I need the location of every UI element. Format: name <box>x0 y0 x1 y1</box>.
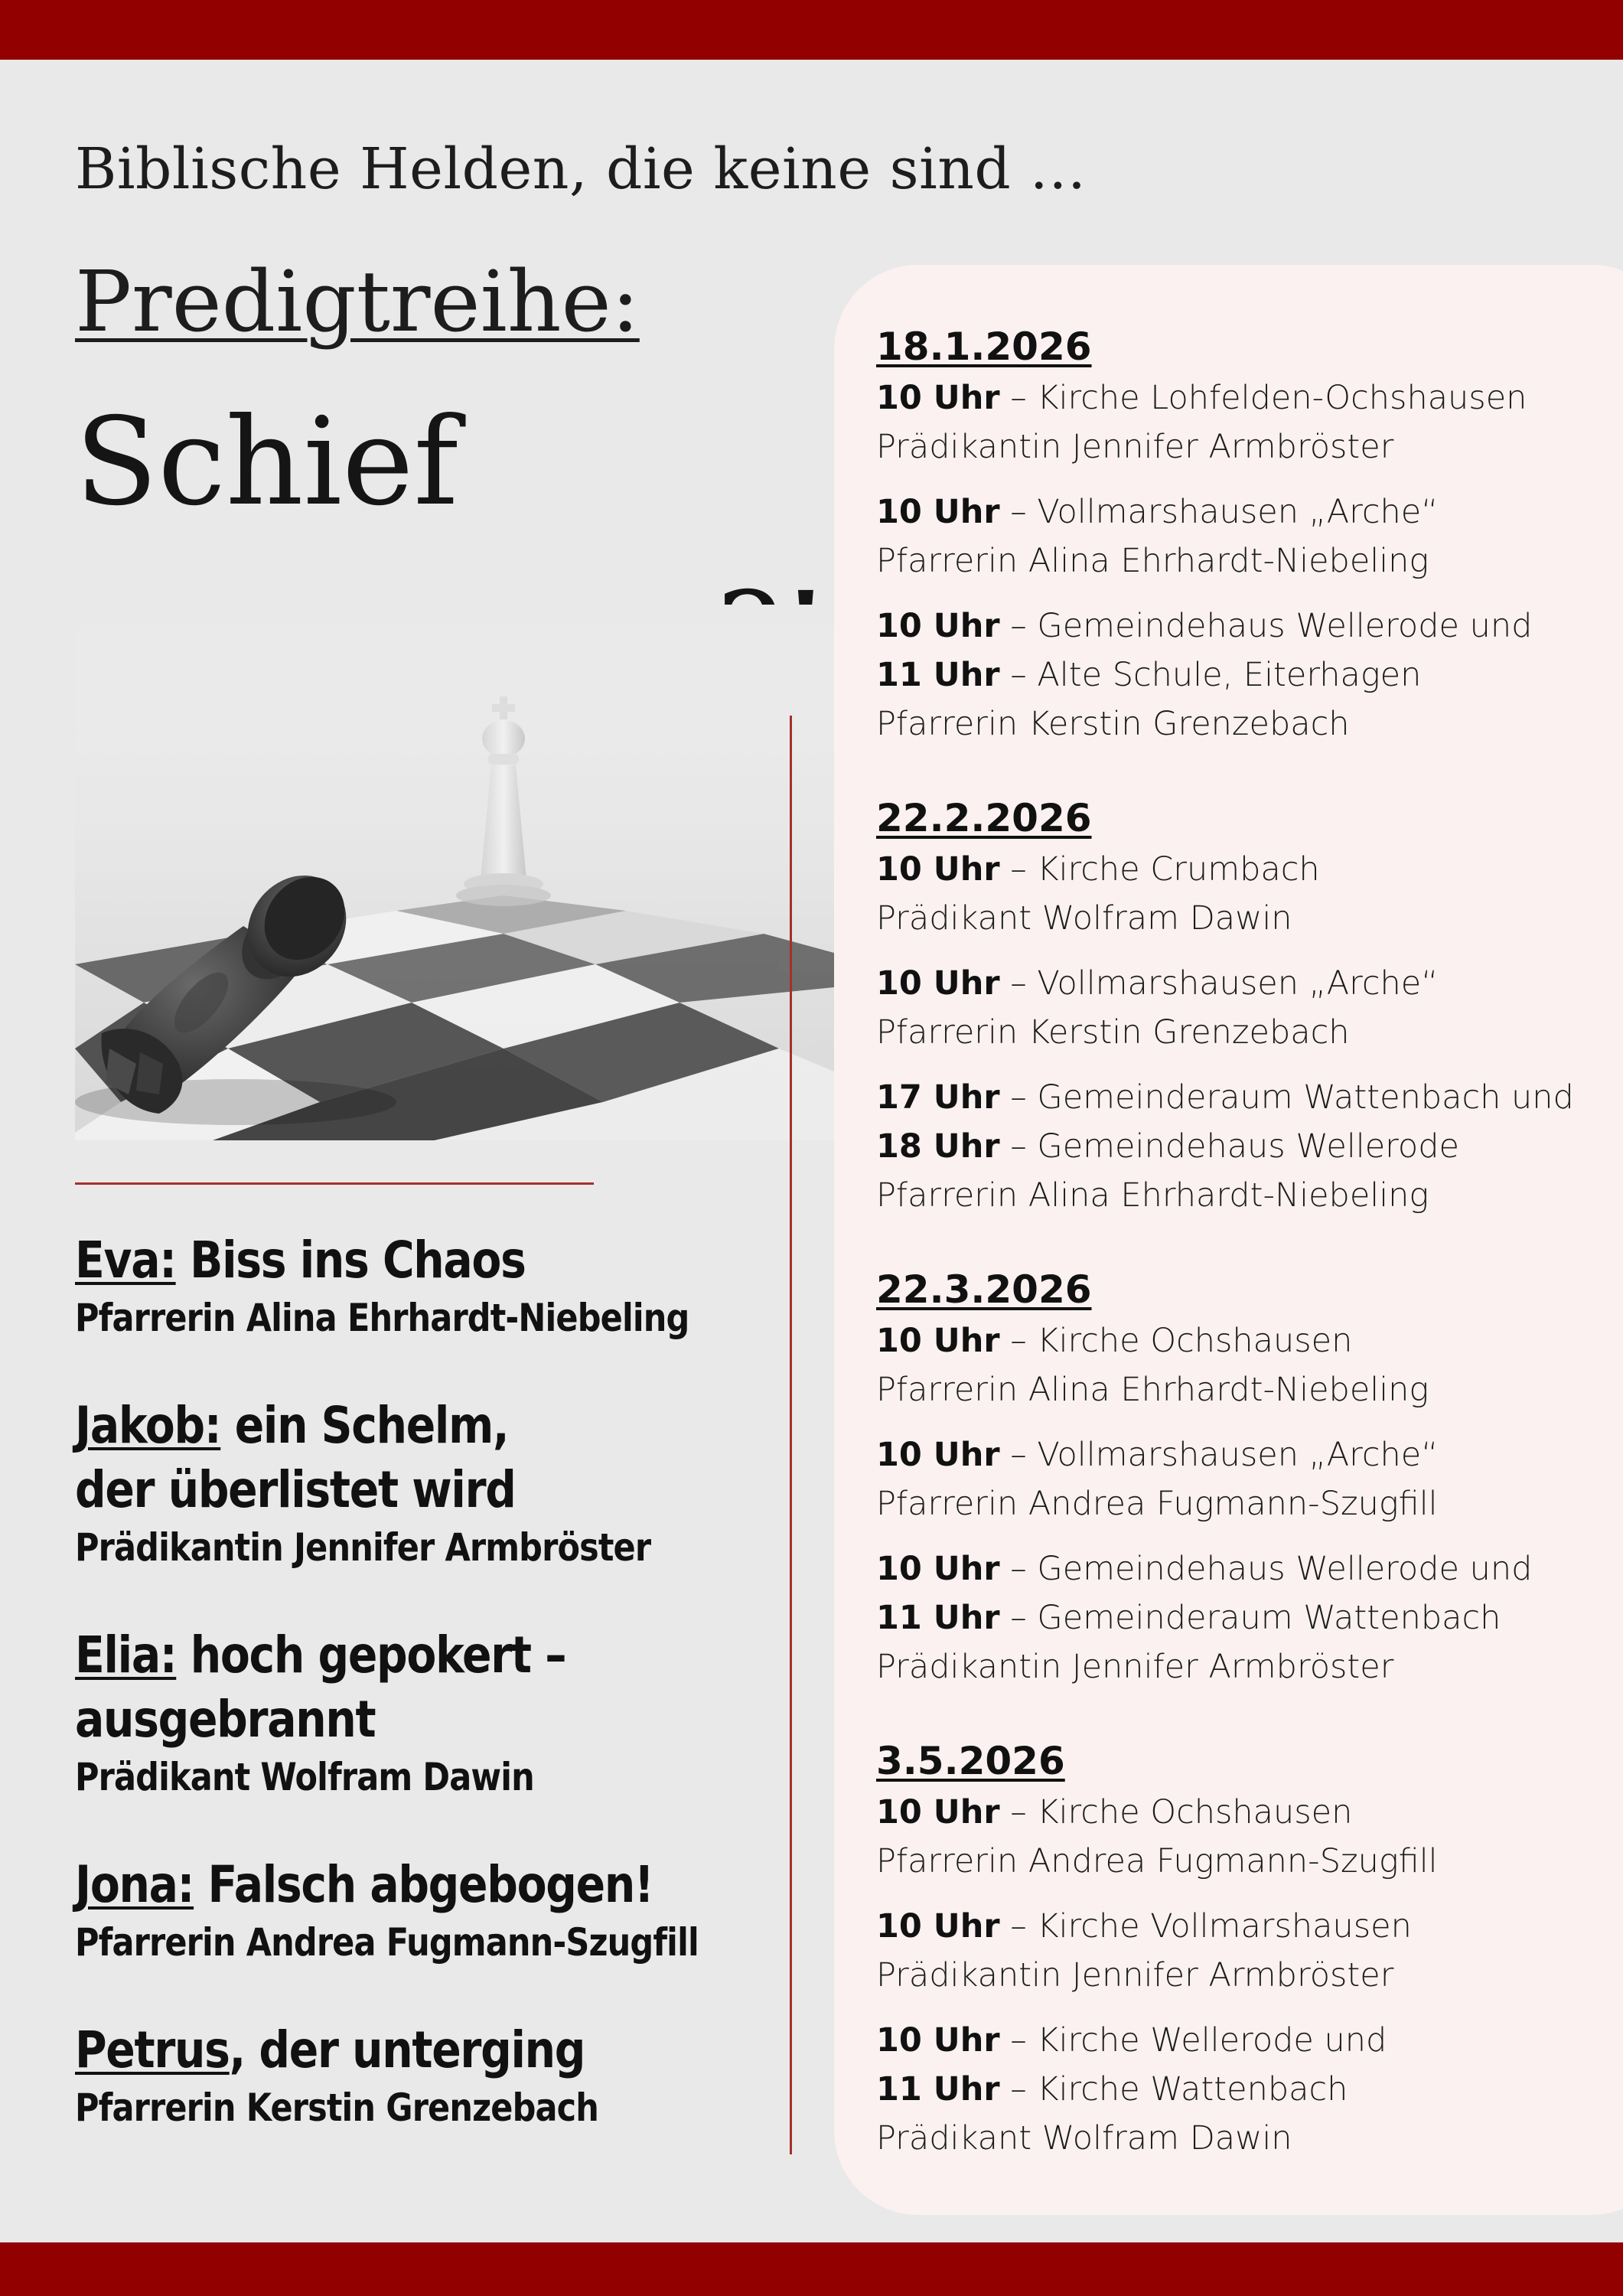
section-divider <box>75 1182 594 1185</box>
top-accent-bar <box>0 0 1623 60</box>
hero-name: Petrus <box>75 2020 230 2079</box>
sermon-item <box>75 1228 764 1343</box>
service-time: 10 Uhr <box>876 607 1000 645</box>
date-block <box>876 1736 1603 2163</box>
service-text: – Vollmarshausen „Arche“ <box>999 493 1439 531</box>
service-text: Prädikantin Jennifer Armbröster <box>876 1956 1394 1994</box>
service-preacher <box>876 1642 1603 1691</box>
service-preacher <box>876 894 1603 943</box>
hero-name: Jona: <box>75 1855 194 1914</box>
service-time: 10 Uhr <box>876 1322 1000 1360</box>
service-time: 10 Uhr <box>876 850 1000 889</box>
date-block <box>876 793 1603 1220</box>
date-block <box>876 1264 1603 1691</box>
service-text: – Kirche Lohfelden-Ochshausen <box>999 379 1527 417</box>
sermon-title <box>75 1228 759 1293</box>
service-preacher <box>876 1365 1603 1414</box>
service-event <box>876 373 1603 471</box>
sermon-item <box>75 1853 764 1968</box>
service-text: – Alte Schule, Eiterhagen <box>999 656 1422 694</box>
service-time-location <box>876 2065 1603 2114</box>
service-event <box>876 1316 1603 1414</box>
service-text: Prädikant Wolfram Dawin <box>876 2119 1292 2157</box>
service-event <box>876 488 1603 585</box>
service-preacher <box>876 700 1603 748</box>
service-time: 10 Uhr <box>876 964 1000 1003</box>
service-time: 10 Uhr <box>876 2021 1000 2060</box>
service-time-location <box>876 1316 1603 1365</box>
service-event <box>876 602 1603 748</box>
service-time: 10 Uhr <box>876 1436 1000 1474</box>
service-preacher <box>876 1837 1603 1886</box>
service-text: – Vollmarshausen „Arche“ <box>999 1436 1439 1474</box>
service-time-location <box>876 1544 1603 1593</box>
service-event <box>876 1788 1603 1886</box>
sermon-topic: Falsch abgebogen! <box>194 1855 653 1914</box>
service-event <box>876 1544 1603 1691</box>
chess-pieces-icon <box>75 605 834 1140</box>
service-event <box>876 959 1603 1057</box>
hero-name: Elia: <box>75 1626 177 1684</box>
sermon-title <box>75 2018 759 2082</box>
headline-line-1: Schief <box>75 392 459 533</box>
service-text: Prädikantin Jennifer Armbröster <box>876 1648 1394 1686</box>
service-preacher <box>876 1951 1603 2000</box>
sermon-topic: Biss ins Chaos <box>175 1231 526 1290</box>
service-preacher <box>876 2114 1603 2163</box>
service-text: – Gemeinderaum Wattenbach <box>999 1599 1501 1637</box>
service-text: Pfarrerin Alina Ehrhardt-Niebeling <box>876 1371 1429 1409</box>
service-event <box>876 2016 1603 2163</box>
sermon-list <box>75 1228 764 2183</box>
service-text: Prädikantin Jennifer Armbröster <box>876 428 1394 466</box>
service-time: 10 Uhr <box>876 1793 1000 1831</box>
service-text: – Gemeindehaus Wellerode <box>999 1127 1459 1166</box>
service-event <box>876 845 1603 943</box>
service-time: 10 Uhr <box>876 379 1000 417</box>
service-preacher <box>876 536 1603 585</box>
service-preacher <box>876 1008 1603 1057</box>
sermon-title <box>75 1623 588 1752</box>
sermon-item <box>75 1623 764 1802</box>
column-divider <box>790 716 792 2154</box>
service-time-location <box>876 845 1603 894</box>
service-time: 10 Uhr <box>876 1550 1000 1588</box>
service-text: – Kirche Ochshausen <box>999 1322 1353 1360</box>
service-time-location <box>876 2016 1603 2065</box>
service-text: – Vollmarshausen „Arche“ <box>999 964 1439 1003</box>
service-text: – Kirche Crumbach <box>999 850 1320 889</box>
service-event <box>876 1902 1603 2000</box>
service-time-location <box>876 1788 1603 1837</box>
service-date: 22.2.2026 <box>876 796 1092 840</box>
service-text: – Gemeindehaus Wellerode und <box>999 607 1533 645</box>
service-time: 11 Uhr <box>876 656 1000 694</box>
chess-photo <box>75 605 834 1140</box>
service-text: – Gemeinderaum Wattenbach und <box>999 1078 1574 1117</box>
sermon-topic: hoch gepokert – ausgebrannt <box>75 1626 566 1749</box>
service-time-location <box>876 602 1603 651</box>
sermon-title <box>75 1394 588 1522</box>
service-event <box>876 1430 1603 1528</box>
service-time-location <box>876 1902 1603 1951</box>
service-text: – Kirche Vollmarshausen <box>999 1907 1412 1945</box>
series-label: Predigtreihe: <box>75 253 640 351</box>
service-preacher <box>876 1171 1603 1220</box>
bottom-accent-bar <box>0 2242 1623 2296</box>
service-time-location <box>876 488 1603 536</box>
service-text: – Kirche Ochshausen <box>999 1793 1353 1831</box>
service-time: 18 Uhr <box>876 1127 1000 1166</box>
sermon-topic: , der unterging <box>229 2020 585 2079</box>
service-time-location <box>876 1593 1603 1642</box>
service-time: 17 Uhr <box>876 1078 1000 1117</box>
sermon-title <box>75 1853 759 1917</box>
service-text: – Kirche Wellerode und <box>999 2021 1387 2060</box>
sermon-preacher: Pfarrerin Alina Ehrhardt-Niebeling <box>75 1296 689 1340</box>
service-text: Prädikant Wolfram Dawin <box>876 899 1292 938</box>
service-time-location <box>876 373 1603 422</box>
service-time-location <box>876 651 1603 700</box>
hero-name: Jakob: <box>75 1396 221 1455</box>
schedule-list <box>876 321 1603 2207</box>
service-event <box>876 1073 1603 1220</box>
service-time-location <box>876 1073 1603 1122</box>
date-block <box>876 321 1603 748</box>
service-date: 3.5.2026 <box>876 1739 1065 1783</box>
service-time: 11 Uhr <box>876 1599 1000 1637</box>
service-date: 18.1.2026 <box>876 325 1092 369</box>
service-text: Pfarrerin Alina Ehrhardt-Niebeling <box>876 1176 1429 1215</box>
sermon-preacher: Prädikant Wolfram Dawin <box>75 1755 534 1799</box>
service-preacher <box>876 1479 1603 1528</box>
sermon-topic: ein Schelm, der überlistet wird <box>75 1396 516 1519</box>
service-text: – Gemeindehaus Wellerode und <box>999 1550 1533 1588</box>
sermon-item <box>75 2018 764 2133</box>
sermon-preacher: Prädikantin Jennifer Armbröster <box>75 1525 651 1570</box>
service-time: 11 Uhr <box>876 2070 1000 2108</box>
service-text: Pfarrerin Alina Ehrhardt-Niebeling <box>876 542 1429 580</box>
service-text: Pfarrerin Kerstin Grenzebach <box>876 1013 1350 1052</box>
sermon-item <box>75 1394 764 1573</box>
sermon-preacher: Pfarrerin Andrea Fugmann-Szugfill <box>75 1920 699 1965</box>
service-text: Pfarrerin Andrea Fugmann-Szugfill <box>876 1485 1438 1523</box>
service-text: Pfarrerin Andrea Fugmann-Szugfill <box>876 1842 1438 1880</box>
service-time-location <box>876 1122 1603 1171</box>
service-text: – Kirche Wattenbach <box>999 2070 1348 2108</box>
service-time-location <box>876 959 1603 1008</box>
service-preacher <box>876 422 1603 471</box>
service-time: 10 Uhr <box>876 1907 1000 1945</box>
service-time-location <box>876 1430 1603 1479</box>
sermon-preacher: Pfarrerin Kerstin Grenzebach <box>75 2086 599 2130</box>
service-time: 10 Uhr <box>876 493 1000 531</box>
service-date: 22.3.2026 <box>876 1267 1092 1312</box>
hero-name: Eva: <box>75 1231 176 1290</box>
poster-subtitle: Biblische Helden, die keine sind … <box>75 136 1087 202</box>
service-text: Pfarrerin Kerstin Grenzebach <box>876 705 1350 743</box>
